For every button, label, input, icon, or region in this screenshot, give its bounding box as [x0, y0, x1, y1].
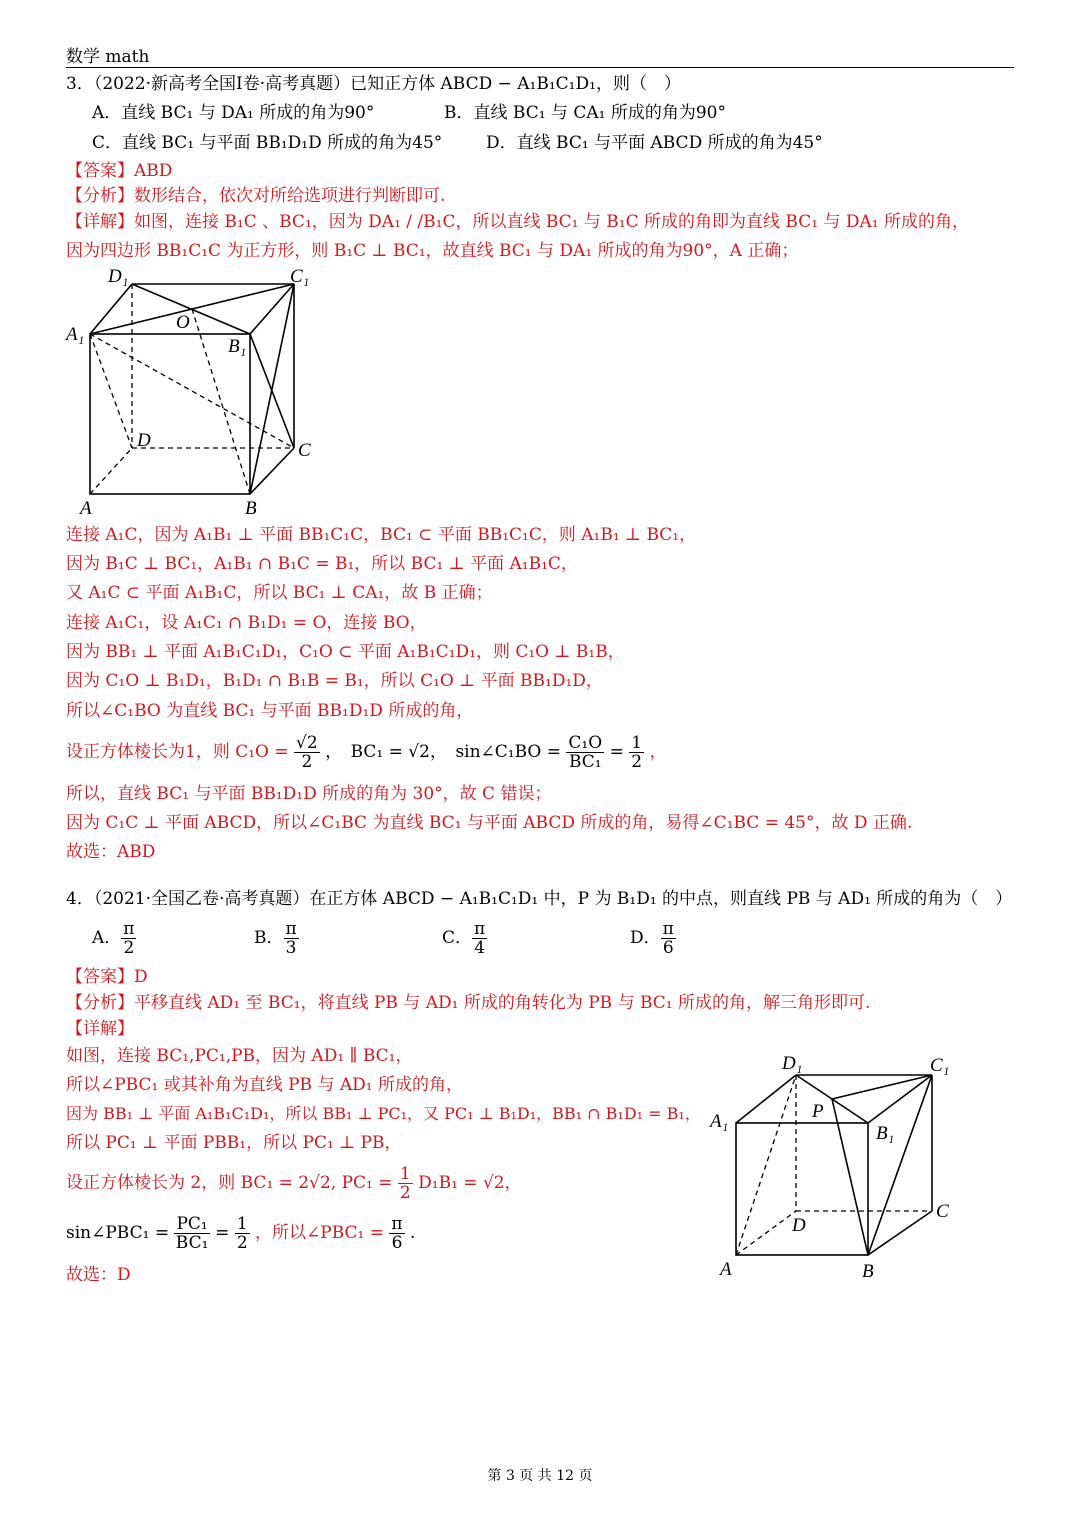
q3-stem: 3．（2022·新高考全国Ⅰ卷·高考真题）已知正方体 ABCD − A₁B₁C₁D₁，则（ ）: [66, 74, 681, 94]
q4-line-1: 如图，连接 BC₁,PC₁,PB，因为 AD₁ ∥ BC₁，: [66, 1046, 413, 1066]
label-a: A: [80, 498, 92, 519]
q4-detail-title: 【详解】: [66, 1019, 134, 1039]
label-d: D: [137, 430, 151, 451]
q3-detail-line-2: 因为四边形 BB₁C₁C 为正方形，则 B₁C ⊥ BC₁，故直线 BC₁ 与 DA₁ 所成的角为90°，A 正确；: [66, 241, 799, 261]
q4-stem: 4．（2021·全国乙卷·高考真题）在正方体 ABCD − A₁B₁C₁D₁ 中，P 为 B₁D₁ 的中点，则直线 PB 与 AD₁ 所成的角为（ ）: [66, 889, 1013, 909]
q3-c-conclusion: 所以，直线 BC₁ 与平面 BB₁D₁D 所成的角为 30°，故 C 错误；: [66, 784, 552, 804]
label-o: O: [176, 312, 190, 333]
q3-line-2: 因为 B₁C ⊥ BC₁，A₁B₁ ∩ B₁C = B₁，所以 BC₁ ⊥ 平面 A₁B₁C，: [66, 554, 578, 574]
q3-line-5: 因为 BB₁ ⊥ 平面 A₁B₁C₁D₁，C₁O ⊂ 平面 A₁B₁C₁D₁，则 C₁O ⊥ B₁B，: [66, 642, 625, 662]
q4-option-a: A． $\frac{\pi}{2}$: [92, 919, 135, 958]
header-rule: [66, 67, 1014, 68]
q3-cube-figure: [62, 262, 322, 520]
q4-answer: 【答案】D: [66, 967, 148, 987]
q4-option-d: D． $\frac{\pi}{6}$: [630, 919, 674, 958]
label-b: B: [862, 1261, 874, 1282]
q3-line-3: 又 A₁C ⊂ 平面 A₁B₁C，所以 BC₁ ⊥ CA₁，故 B 正确；: [66, 583, 493, 603]
label-c1: C₁: [930, 1055, 950, 1076]
q4-line-4: 所以 PC₁ ⊥ 平面 PBB₁，所以 PC₁ ⊥ PB，: [66, 1133, 402, 1153]
label-c: C: [298, 440, 311, 461]
q3-line-4: 连接 A₁C₁，设 A₁C₁ ∩ B₁D₁ = O，连接 BO，: [66, 613, 427, 633]
label-b: B: [245, 498, 257, 519]
label-p: P: [812, 1101, 824, 1122]
label-c1: C₁: [290, 266, 310, 287]
subject-header: 数学 math: [66, 47, 150, 67]
cube-front-face: [90, 334, 250, 494]
label-d1: D₁: [782, 1053, 803, 1074]
q4-option-c: C． $\frac{\pi}{4}$: [442, 919, 486, 958]
page-footer: 第 3 页 共 12 页: [487, 1468, 593, 1484]
q3-line-1: 连接 A₁C，因为 A₁B₁ ⊥ 平面 BB₁C₁C，BC₁ ⊂ 平面 BB₁C₁C，则 A₁B₁ ⊥ BC₁，: [66, 525, 697, 545]
label-c: C: [936, 1201, 949, 1222]
q3-detail-line-1: 【详解】如图，连接 B₁C 、BC₁，因为 DA₁ / /B₁C，所以直线 BC₁ 与 B₁C 所成的角即为直线 BC₁ 与 DA₁ 所成的角，: [66, 212, 969, 232]
q3-line-6: 因为 C₁O ⊥ B₁D₁，B₁D₁ ∩ B₁B = B₁，所以 C₁O ⊥ 平面 BB₁D₁D，: [66, 671, 603, 691]
q3-answer: 【答案】ABD: [66, 161, 173, 181]
label-d1: D₁: [108, 266, 129, 287]
label-a1: A₁: [66, 324, 85, 345]
q3-setup-line: 设正方体棱长为1，则 C₁O = $\frac{√2}{2}$ ， BC₁ = √2， sin∠C₁BO = $\frac{\text{C₁O}}{\text{BC₁}}$ = $\frac{1}{2}$ ，: [66, 733, 667, 772]
q4-cube-figure: [706, 1045, 968, 1285]
label-a1: A₁: [710, 1111, 729, 1132]
q4-choice: 故选：D: [66, 1265, 131, 1285]
q4-length-line: 设正方体棱长为 2，则 BC₁ = 2√2, PC₁ = $\frac{1}{2}$ D₁B₁ = √2，: [66, 1164, 522, 1203]
label-b1: B₁: [228, 336, 247, 357]
q3-choice: 故选：ABD: [66, 842, 156, 862]
label-a: A: [720, 1259, 732, 1280]
q3-option-a: A．直线 BC₁ 与 DA₁ 所成的角为90°: [92, 103, 375, 123]
q3-analysis: 【分析】数形结合，依次对所给选项进行判断即可.: [66, 186, 446, 206]
q4-line-3: 因为 BB₁ ⊥ 平面 A₁B₁C₁D₁，所以 BB₁ ⊥ PC₁，又 PC₁ ⊥ B₁D₁，BB₁ ∩ B₁D₁ = B₁，: [66, 1104, 701, 1123]
q3-line-7: 所以∠C₁BO 为直线 BC₁ 与平面 BB₁D₁D 所成的角，: [66, 701, 474, 721]
q4-sin-line: sin∠PBC₁ = $\frac{\text{PC₁}}{\text{BC₁}}$ = $\frac{1}{2}$ ，所以∠PBC₁ = $\frac{\pi}{6}$ .: [66, 1214, 416, 1253]
q3-option-c: C．直线 BC₁ 与平面 BB₁D₁D 所成的角为45°: [92, 133, 443, 153]
q4-line-2: 所以∠PBC₁ 或其补角为直线 PB 与 AD₁ 所成的角，: [66, 1075, 463, 1095]
q4-analysis: 【分析】平移直线 AD₁ 至 BC₁，将直线 PB 与 AD₁ 所成的角转化为 PB 与 BC₁ 所成的角，解三角形即可.: [66, 993, 871, 1013]
label-d: D: [792, 1215, 806, 1236]
q3-option-b: B．直线 BC₁ 与 CA₁ 所成的角为90°: [444, 103, 726, 123]
q3-option-d: D．直线 BC₁ 与平面 ABCD 所成的角为45°: [486, 133, 823, 153]
q4-option-b: B． $\frac{\pi}{3}$: [254, 919, 297, 958]
label-b1: B₁: [876, 1123, 895, 1144]
q3-d-conclusion: 因为 C₁C ⊥ 平面 ABCD，所以∠C₁BC 为直线 BC₁ 与平面 ABCD 所成的角，易得∠C₁BC = 45°，故 D 正确.: [66, 813, 913, 833]
